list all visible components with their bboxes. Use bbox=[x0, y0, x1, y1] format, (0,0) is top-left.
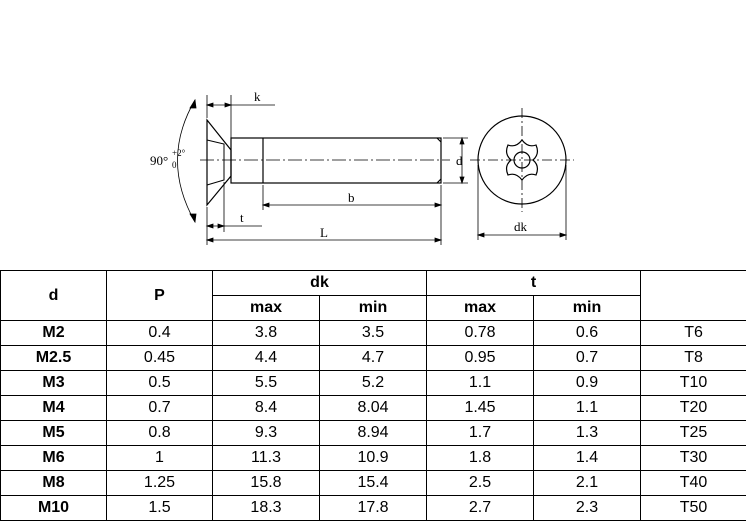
cell-drive: T30 bbox=[641, 446, 746, 471]
label-d: d bbox=[456, 153, 463, 168]
cell-t-min: 1.1 bbox=[534, 396, 641, 421]
header-t-max: max bbox=[427, 296, 534, 321]
cell-d: M2 bbox=[1, 321, 107, 346]
cell-dk-min: 17.8 bbox=[320, 496, 427, 521]
table-row bbox=[1, 446, 746, 471]
cell-t-max: 0.78 bbox=[427, 321, 534, 346]
cell-t-min: 1.3 bbox=[534, 421, 641, 446]
spec-table-body bbox=[1, 321, 746, 521]
cell-dk-min: 5.2 bbox=[320, 371, 427, 396]
cell-t-max: 0.95 bbox=[427, 346, 534, 371]
table-row bbox=[1, 321, 746, 346]
header-drive bbox=[641, 271, 746, 321]
screw-side-view bbox=[200, 120, 450, 205]
cell-t-min: 0.7 bbox=[534, 346, 641, 371]
header-dk: dk bbox=[213, 271, 427, 296]
label-dk: dk bbox=[514, 219, 527, 234]
table-row bbox=[1, 421, 746, 446]
cell-dk-max: 11.3 bbox=[213, 446, 320, 471]
cell-drive: T10 bbox=[641, 371, 746, 396]
cell-drive: T6 bbox=[641, 321, 746, 346]
label-t: t bbox=[240, 210, 244, 225]
header-t-min: min bbox=[534, 296, 641, 321]
cell-dk-max: 18.3 bbox=[213, 496, 320, 521]
label-k: k bbox=[254, 89, 261, 104]
screw-top-view bbox=[470, 108, 574, 212]
cell-d: M3 bbox=[1, 371, 107, 396]
cell-t-max: 1.1 bbox=[427, 371, 534, 396]
dimension-t bbox=[207, 182, 262, 245]
cell-d: M6 bbox=[1, 446, 107, 471]
cell-t-min: 2.3 bbox=[534, 496, 641, 521]
cell-drive: T50 bbox=[641, 496, 746, 521]
label-b: b bbox=[348, 190, 355, 205]
label-angle: 90° bbox=[150, 153, 169, 168]
table-row bbox=[1, 396, 746, 421]
cell-p: 0.45 bbox=[107, 346, 213, 371]
cell-drive: T40 bbox=[641, 471, 746, 496]
cell-drive: T25 bbox=[641, 421, 746, 446]
cell-p: 1 bbox=[107, 446, 213, 471]
table-row bbox=[1, 371, 746, 396]
cell-p: 1.5 bbox=[107, 496, 213, 521]
cell-p: 0.7 bbox=[107, 396, 213, 421]
cell-d: M2.5 bbox=[1, 346, 107, 371]
cell-p: 0.5 bbox=[107, 371, 213, 396]
header-d: d bbox=[1, 271, 107, 321]
cell-t-min: 1.4 bbox=[534, 446, 641, 471]
cell-d: M5 bbox=[1, 421, 107, 446]
cell-t-min: 0.9 bbox=[534, 371, 641, 396]
label-angle-tol-plus: +2° bbox=[172, 148, 186, 158]
header-dk-max: max bbox=[213, 296, 320, 321]
cell-dk-min: 4.7 bbox=[320, 346, 427, 371]
cell-dk-max: 3.8 bbox=[213, 321, 320, 346]
cell-dk-max: 15.8 bbox=[213, 471, 320, 496]
cell-drive: T20 bbox=[641, 396, 746, 421]
cell-d: M8 bbox=[1, 471, 107, 496]
table-row bbox=[1, 496, 746, 521]
cell-t-min: 2.1 bbox=[534, 471, 641, 496]
header-p: P bbox=[107, 271, 213, 321]
label-L: L bbox=[320, 225, 328, 240]
dimension-angle bbox=[178, 100, 197, 222]
cell-dk-min: 15.4 bbox=[320, 471, 427, 496]
cell-drive: T8 bbox=[641, 346, 746, 371]
cell-t-max: 2.5 bbox=[427, 471, 534, 496]
cell-p: 0.4 bbox=[107, 321, 213, 346]
cell-p: 0.8 bbox=[107, 421, 213, 446]
cell-dk-min: 8.94 bbox=[320, 421, 427, 446]
cell-p: 1.25 bbox=[107, 471, 213, 496]
cell-dk-max: 9.3 bbox=[213, 421, 320, 446]
label-angle-tol-minus: 0 bbox=[172, 160, 177, 170]
cell-d: M4 bbox=[1, 396, 107, 421]
cell-t-max: 1.8 bbox=[427, 446, 534, 471]
cell-dk-max: 8.4 bbox=[213, 396, 320, 421]
cell-t-min: 0.6 bbox=[534, 321, 641, 346]
dimension-k bbox=[207, 95, 275, 148]
header-t: t bbox=[427, 271, 641, 296]
cell-dk-min: 3.5 bbox=[320, 321, 427, 346]
cell-t-max: 1.45 bbox=[427, 396, 534, 421]
cell-dk-min: 8.04 bbox=[320, 396, 427, 421]
cell-t-max: 1.7 bbox=[427, 421, 534, 446]
spec-table bbox=[0, 270, 746, 521]
table-row bbox=[1, 471, 746, 496]
cell-dk-max: 4.4 bbox=[213, 346, 320, 371]
cell-d: M10 bbox=[1, 496, 107, 521]
cell-dk-max: 5.5 bbox=[213, 371, 320, 396]
cell-dk-min: 10.9 bbox=[320, 446, 427, 471]
cell-t-max: 2.7 bbox=[427, 496, 534, 521]
header-dk-min: min bbox=[320, 296, 427, 321]
table-row bbox=[1, 346, 746, 371]
